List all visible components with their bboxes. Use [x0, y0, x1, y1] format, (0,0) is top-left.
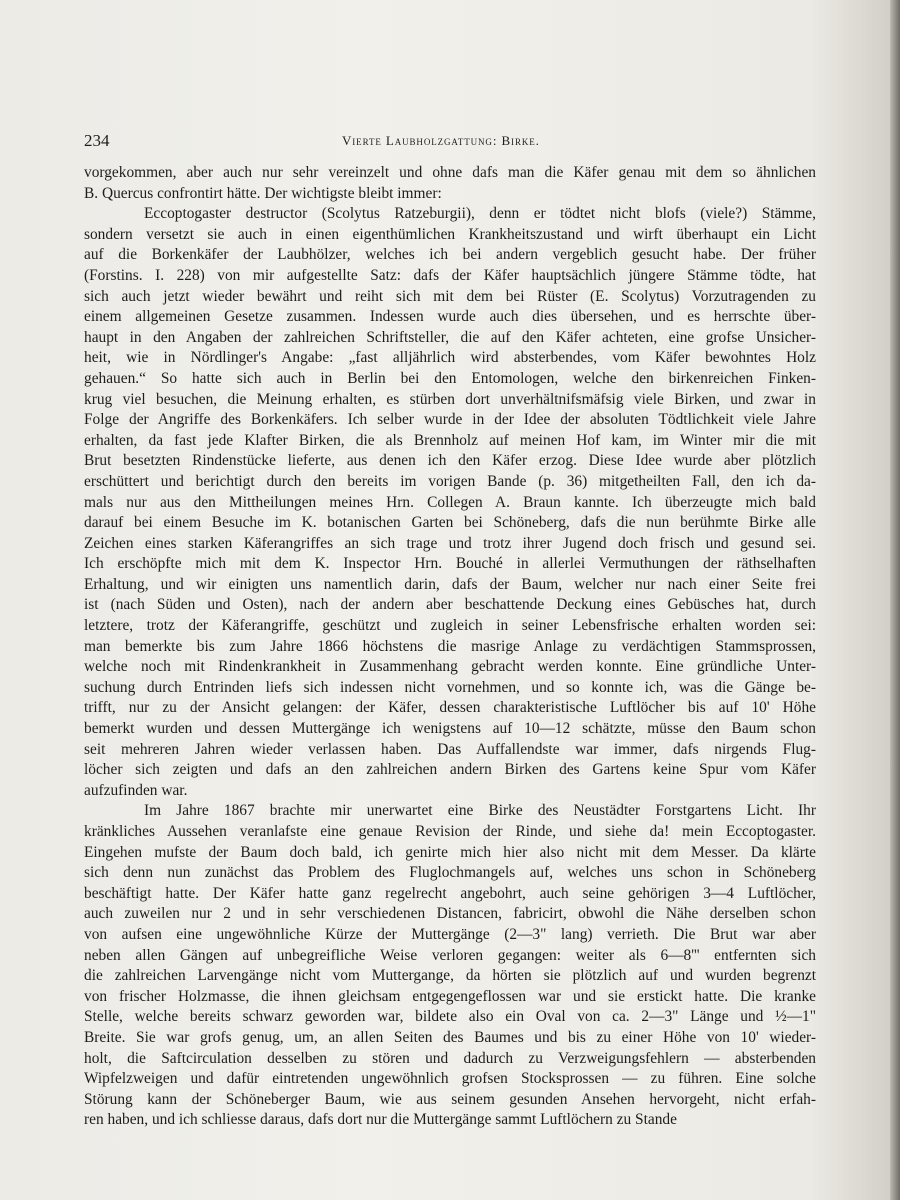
text-line: die zahlreichen Larvengänge nicht vom Muttergange, da hörten sie plötzlich auf und wurden begrenzt [84, 967, 816, 985]
text-line: gehauen.“ So hatte sich auch in Berlin bei den Entomologen, welche den birkenreichen Finken- [84, 369, 816, 387]
text-line: auch zuweilen nur 2 und in sehr verschiedenen Distancen, fabricirt, obwohl die Nähe derselben schon [84, 905, 816, 923]
text-line: von aufsen eine ungewöhnliche Kürze der Muttergänge (2—3" lang) verrieth. Die Brut war aber [84, 925, 816, 943]
text-line: von frischer Holzmasse, die ihnen gleichsam entgegengeflossen war und sie erstickt hatte. Die kranke [84, 987, 816, 1005]
text-line: Breite. Sie war grofs genug, um, an allen Seiten des Baumes und bis zu einer Höhe von 10' wieder- [84, 1028, 816, 1046]
text-line: heit, wie in Nördlinger's Angabe: „fast alljährlich wird absterbendes, vom Käfer bewohntes Holz [84, 349, 816, 367]
text-line: erschüttert und berichtigt durch den bereits im vorigen Bande (p. 36) mitgetheilten Fall, den ich da- [84, 472, 816, 490]
paragraph [84, 801, 816, 1131]
text-line: holt, die Saftcirculation desselben zu stören und dadurch zu Verzweigungsfehlern — absterbenden [84, 1049, 816, 1067]
text-line: neben allen Gängen auf unbegreifliche Weise verloren gegangen: weiter als 6—8''' entfernten sich [84, 946, 816, 964]
running-head: Vierte Laubholzgattung: Birke. [342, 133, 540, 148]
paragraph [84, 204, 816, 801]
text-line: Im Jahre 1867 brachte mir unerwartet eine Birke des Neustädter Forstgartens Licht. Ihr [144, 802, 816, 820]
text-line: Wipfelzweigen und dafür eintretenden ungewöhnlich grofsen Stocksprossen — zu führen. Eine solche [84, 1070, 816, 1088]
text-line: Zeichen eines starken Käferangriffes an sich trage und trotz ihrer Jugend doch frisch und gesund sei. [84, 534, 816, 552]
text-line: auf die Borkenkäfer der Laubhölzer, welches ich bei andern vergeblich gesucht habe. Der früher [84, 246, 816, 264]
text-line: beschäftigt hatte. Der Käfer hatte ganz regelrecht angebohrt, auch seine gehörigen 3—4 Luftlöcher, [84, 884, 816, 902]
text-line: ren haben, und ich schliesse daraus, dafs dort nur die Muttergänge sammt Luftlöchern zu Stande [84, 1111, 677, 1129]
text-line: suchung durch Entrinden liefs sich indessen nicht vornehmen, und so konnte ich, was die Gänge be- [84, 678, 816, 696]
paragraph [84, 163, 816, 204]
text-line: vorgekommen, aber auch nur sehr vereinzelt und ohne dafs man die Käfer genau mit dem so ähnlichen [84, 164, 816, 181]
text-line: seit mehreren Jahren wieder verlassen haben. Das Auffallendste war immer, dafs nirgends Flug- [84, 740, 816, 758]
text-line: Störung kann der Schöneberger Baum, wie aus seinem gesunden Ansehen hervorgeht, nicht erfah- [84, 1090, 816, 1108]
text-line: sondern versetzt sie auch in einen eigenthümlichen Krankheitszustand und wirft überhaupt ein Licht [84, 225, 816, 243]
text-line: mals nur aus den Mittheilungen meines Hrn. Collegen A. Braun kannte. Ich überzeugte mich bald [84, 493, 816, 511]
text-line: ist (nach Süden und Osten), nach der andern aber beschattende Deckung eines Gebüsches hat, durch [84, 596, 816, 614]
text-line: Folge der Angriffe des Borkenkäfers. Ich selber wurde in der Idee der absoluten Tödtlichkeit viele Jahre [84, 411, 816, 429]
text-line: man bemerkte bis zum Jahre 1866 höchstens die masrige Anlage zu verdächtigen Stammsprossen, [84, 637, 816, 655]
text-line: letztere, trotz der Käferangriffe, geschützt und zugleich in seiner Lebensfrische erhalten worden sei: [84, 617, 816, 635]
text-line: kränkliches Aussehen veranlafste eine genaue Revision der Rinde, und siehe da! mein Eccoptogaster. [84, 823, 816, 840]
text-line: krug viel besuchen, die Meinung erhalten, es stürben dort unverhältnifsmäfsig viele Birken, und zwar in [84, 390, 816, 408]
page-number: 234 [84, 131, 110, 150]
text-line: Stelle, welche bereits schwarz geworden war, bildete also ein Oval von ca. 2—3" Länge und ½—1" [84, 1008, 816, 1026]
text-line: sich denn nun zunächst das Problem des Fluglochmangels auf, welches uns schon in Schöneberg [84, 864, 816, 882]
text-line: Eingehen mufste der Baum doch bald, ich genirte mich hier also nicht mit dem Messer. Da klärte [84, 843, 816, 861]
text-line: trifft, nur zu der Ansicht gelangen: der Käfer, dessen charakteristische Luftlöcher bis auf 10' Höhe [84, 699, 816, 717]
text-line: darauf bei einem Besuche im K. botanischen Garten bei Schöneberg, dafs die nun berühmte Birke alle [84, 514, 816, 532]
text-line: haupt in den Angaben der zahlreichen Schriftsteller, die auf den Käfer achteten, eine grofse Unsicher- [84, 328, 816, 346]
text-line: bemerkt wurden und dessen Muttergänge ich wenigstens auf 10—12 schätzte, müsse den Baum schon [84, 720, 816, 738]
body-text [84, 163, 816, 1131]
text-line: Ich erschöpfte mich mit dem K. Inspector Hrn. Bouché in allerlei Vermuthungen der räthselhaften [84, 555, 816, 573]
page-edge-shadow [890, 0, 900, 1200]
text-line: (Forstins. I. 228) von mir aufgestellte Satz: dafs der Käfer hauptsächlich jüngere Stämme tödte, hat [84, 266, 816, 284]
text-line: Erhaltung, und wir einigten uns namentlich darin, dafs der Baum, welcher nur nach einer Seite frei [84, 575, 816, 593]
text-line: Brut besetzten Rindenstücke lieferte, aus denen ich den Käfer erzog. Diese Idee wurde aber plötzlich [84, 452, 816, 470]
text-line: erhalten, da fast jede Klafter Birken, die als Brennholz auf meinen Hof kam, im Winter mir die mit [84, 431, 816, 449]
page-header [84, 131, 816, 157]
text-line: welche noch mit Rindenkrankheit in Zusammenhang gebracht werden konnte. Eine gründliche Unter- [84, 658, 816, 676]
text-line: einem allgemeinen Gesetze zusammen. Indessen wurde auch dies übersehen, und es herrschte über- [84, 308, 816, 326]
text-line: sich auch jetzt wieder bewährt und reiht sich mit dem bei Rüster (E. Scolytus) Vorzutragenden zu [84, 287, 816, 305]
text-line: B. Quercus confrontirt hätte. Der wichtigste bleibt immer: [84, 184, 442, 202]
text-line: aufzufinden war. [84, 781, 188, 799]
text-line: löcher sich zeigten und dafs an den zahlreichen andern Birken des Gartens keine Spur vom Käfer [84, 761, 816, 779]
text-line: Eccoptogaster destructor (Scolytus Ratzeburgii), denn er tödtet nicht blofs (viele?) Stämme, [144, 205, 816, 223]
